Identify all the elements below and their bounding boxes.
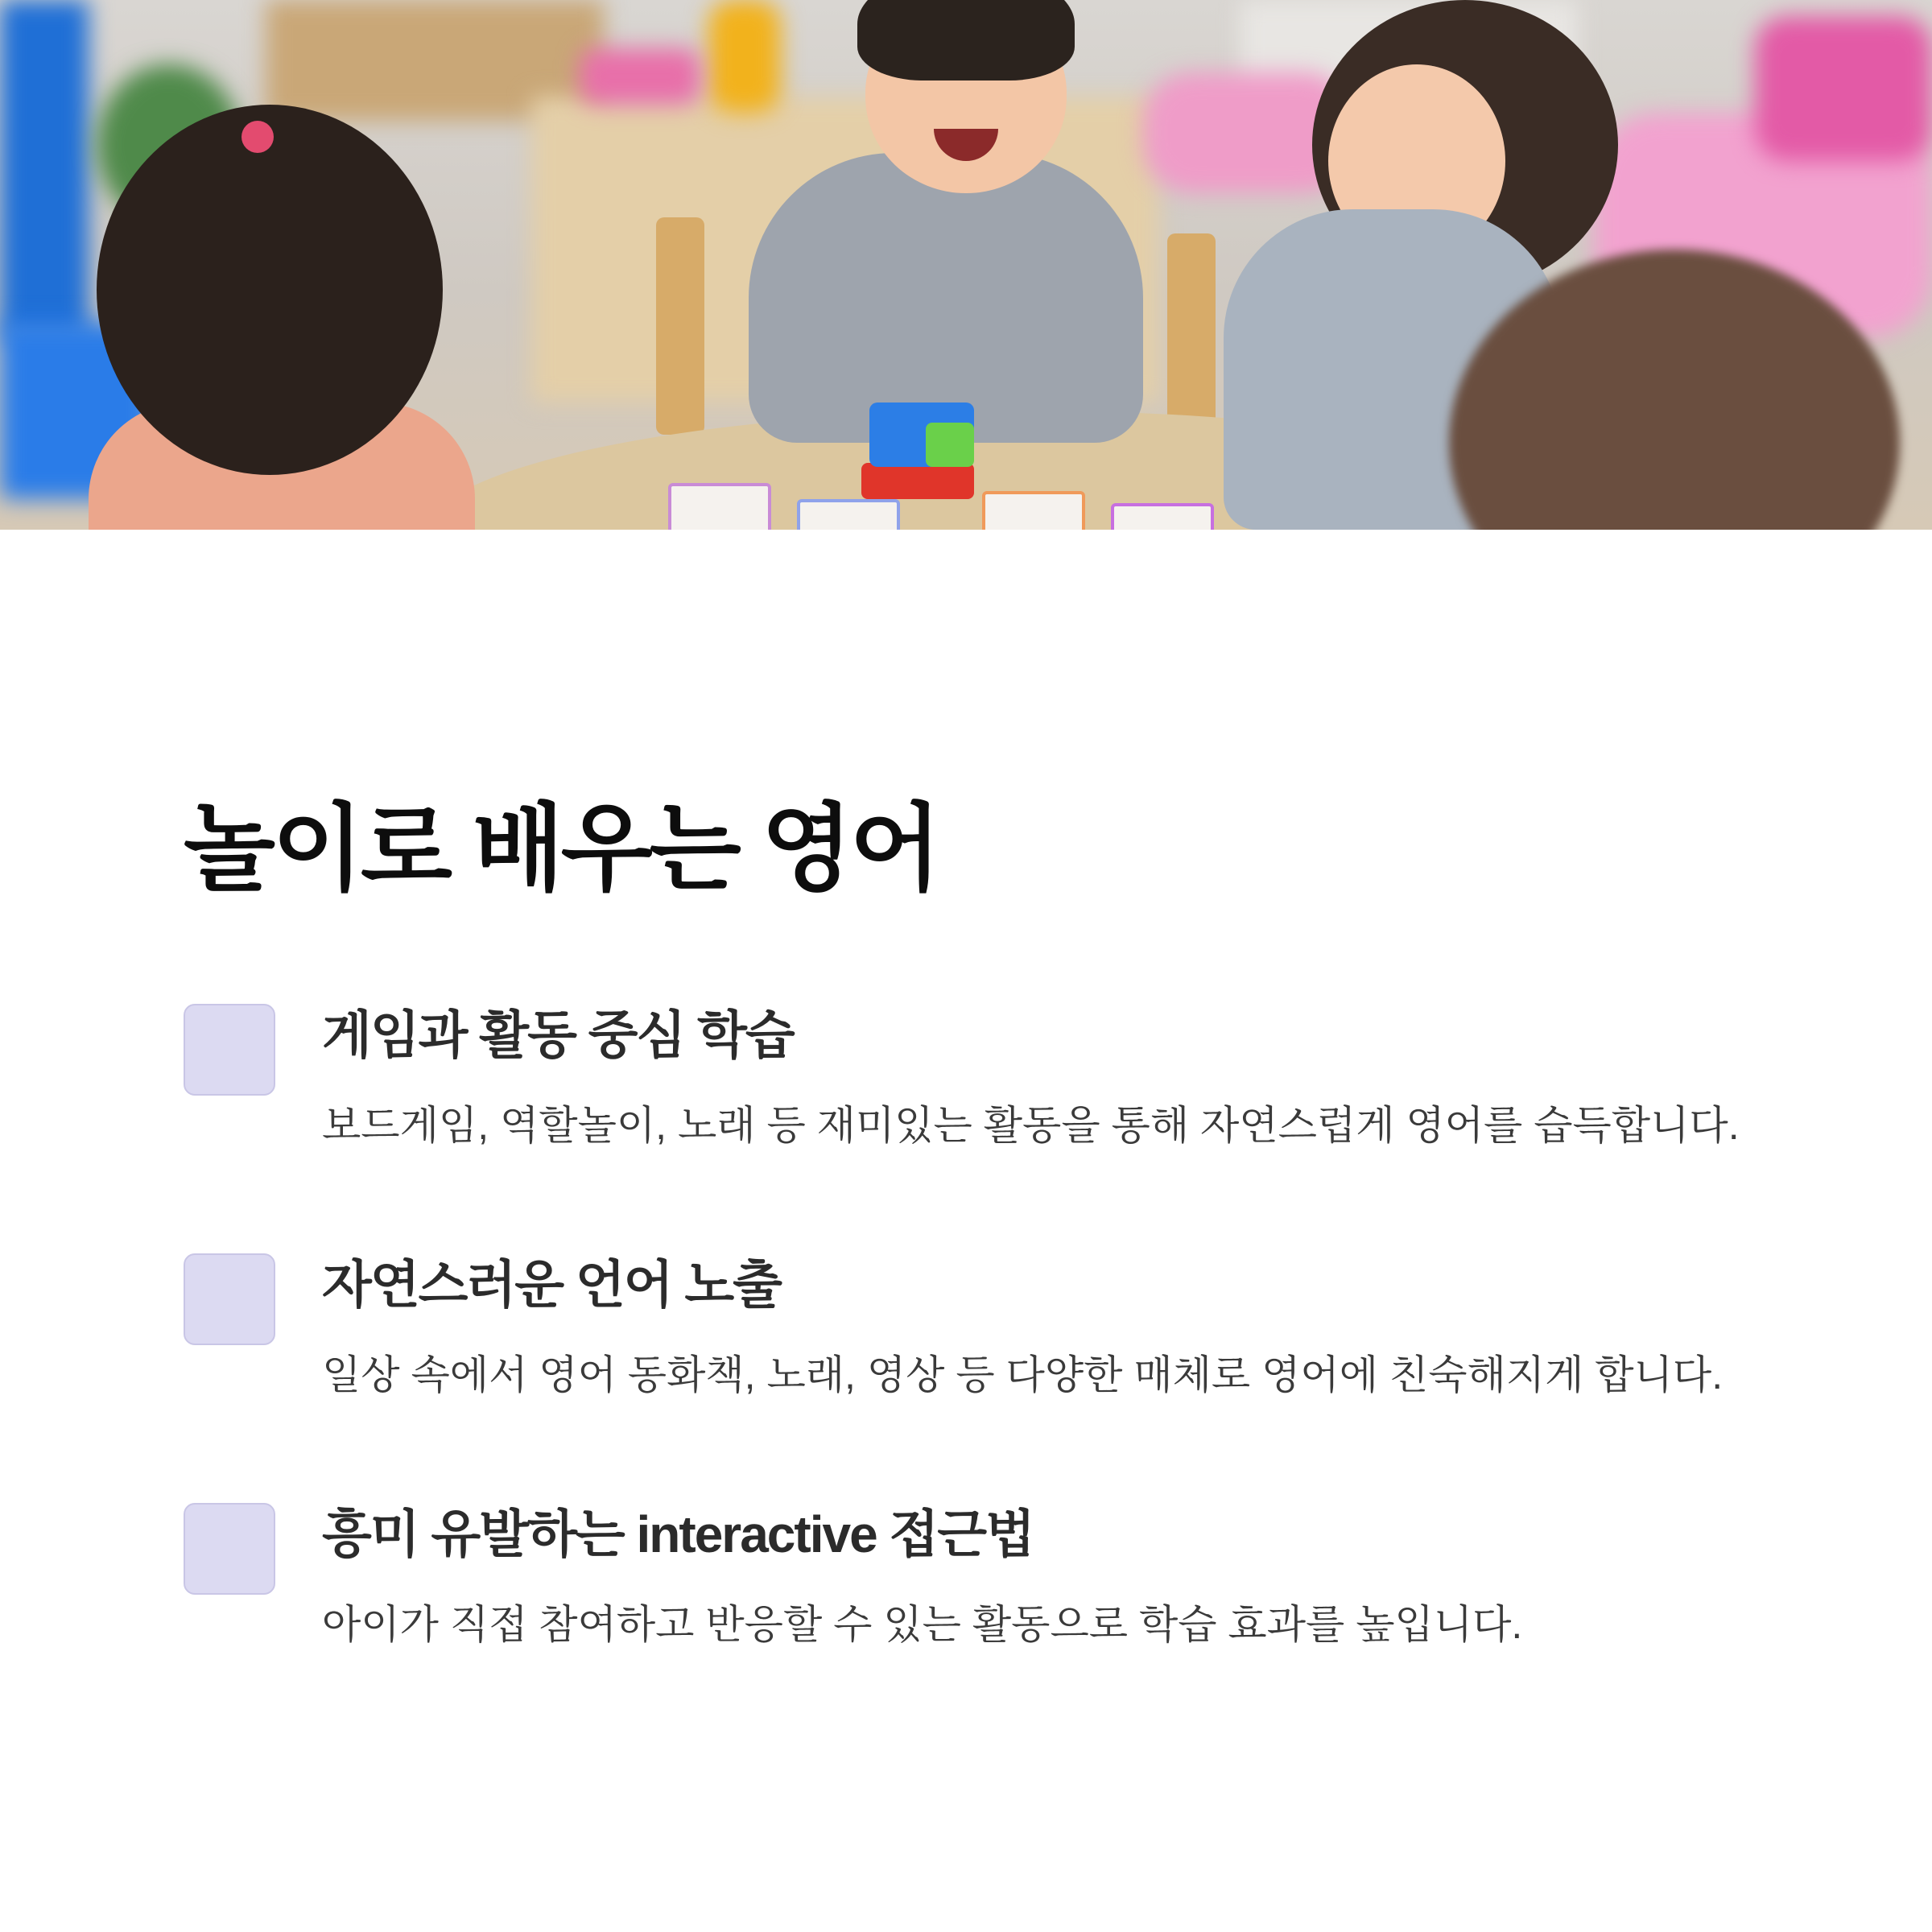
content-section bbox=[184, 789, 1794, 1647]
child-hair bbox=[97, 105, 443, 475]
feature-item bbox=[184, 1501, 1794, 1751]
boy bbox=[749, 153, 1143, 443]
cushion bbox=[1755, 16, 1932, 161]
feature-title: 게임과 활동 중심 학습 bbox=[322, 1006, 794, 1064]
feature-description: 아이가 직접 참여하고 반응할 수 있는 활동으로 학습 효과를 높입니다. bbox=[322, 1602, 1523, 1647]
toy-blocks bbox=[926, 423, 974, 467]
feature-description: 보드게임, 역할놀이, 노래 등 재미있는 활동을 통해 자연스럽게 영어를 습득합니다. bbox=[322, 1103, 1740, 1148]
background-wall bbox=[0, 0, 89, 338]
hero-photo bbox=[0, 0, 1932, 530]
feature-title: 흥미 유발하는 interactive 접근법 bbox=[322, 1505, 1034, 1563]
alphabet-card bbox=[1111, 503, 1214, 530]
feature-square-icon bbox=[184, 1004, 275, 1096]
chair bbox=[656, 217, 704, 435]
alphabet-card bbox=[982, 491, 1085, 530]
alphabet-card bbox=[668, 483, 771, 530]
feature-list bbox=[184, 1002, 1794, 1751]
page-title: 놀이로 배우는 영어 bbox=[184, 796, 939, 902]
feature-square-icon bbox=[184, 1253, 275, 1345]
chair bbox=[1167, 233, 1216, 435]
hair-tie bbox=[242, 121, 274, 153]
toy-blocks bbox=[861, 463, 974, 499]
feature-title: 자연스러운 언어 노출 bbox=[322, 1256, 781, 1314]
feature-item bbox=[184, 1002, 1794, 1252]
alphabet-card bbox=[797, 499, 900, 530]
boy-hair bbox=[857, 0, 1075, 80]
toy bbox=[708, 0, 781, 113]
feature-item bbox=[184, 1252, 1794, 1501]
feature-square-icon bbox=[184, 1503, 275, 1595]
toy bbox=[580, 48, 700, 105]
feature-description: 일상 속에서 영어 동화책, 노래, 영상 등 다양한 매체로 영어에 친숙해지게 합니다. bbox=[322, 1352, 1724, 1397]
